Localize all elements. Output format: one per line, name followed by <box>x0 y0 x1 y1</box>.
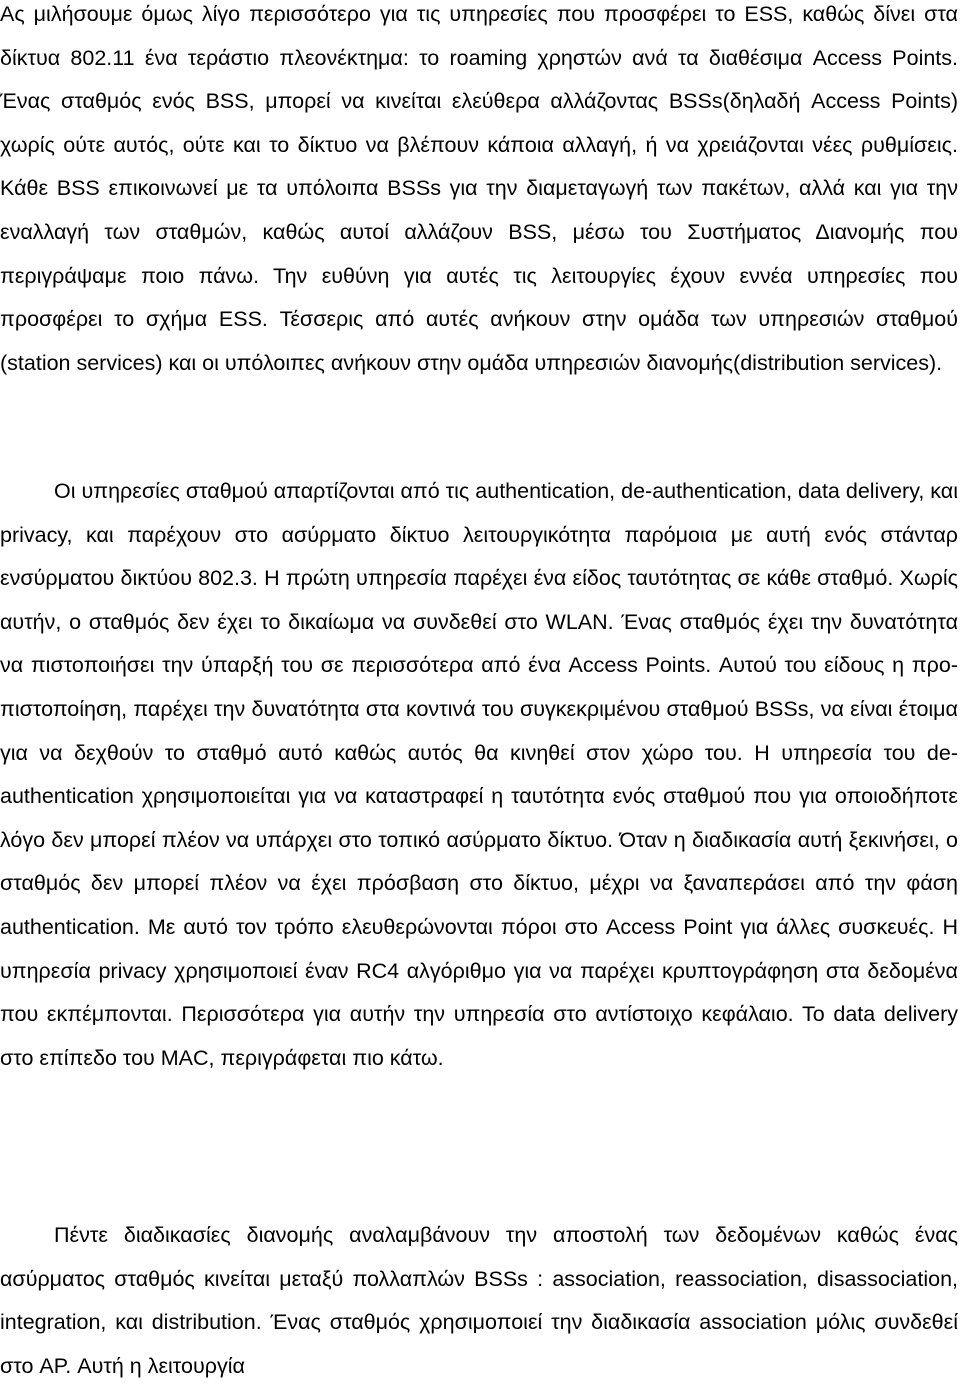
paragraph-ess-services: Ας μιλήσουμε όμως λίγο περισσότερο για τις υπηρεσίες που προσφέρει το ESS, καθώς δίνει στα δίκτυα 802.11 ένα τεράστιο πλεονέκτημα: το roaming χρηστών ανά τα διαθέσιμα Access Points. Ένας σταθμός ενός BSS, μπορεί να κινείται ελεύθερα αλλάζοντας BSSs(δηλαδή Access Points) χωρίς ούτε αυτός, ούτε και το δίκτυο να βλέπουν κάποια αλλαγή, ή να χρειάζονται νέες ρυθμίσεις. Κάθε BSS επικοινωνεί με τα υπόλοιπα BSSs για την διαμεταγωγή των πακέτων, αλλά και για την εναλλαγή των σταθμών, καθώς αυτοί αλλάζουν BSS, μέσω του Συστήματος Διανομής που περιγράψαμε ποιο πάνω. Την ευθύνη για αυτές τις λειτουργίες έχουν εννέα υπηρεσίες που προσφέρει το σχήμα ESS. Τέσσερις από αυτές ανήκουν στην ομάδα των υπηρεσιών σταθμού (station services) και οι υπόλοιπες ανήκουν στην ομάδα υπηρεσιών διανομής(distribution services). <box>0 2 958 375</box>
paragraph-distribution-services: Πέντε διαδικασίες διανομής αναλαμβάνουν την αποστολή των δεδομένων καθώς ένας ασύρματος σταθμός κινείται μεταξύ πολλαπλών BSSs : association, reassociation, disassociation, integration, και distribution. Ένας σταθμός χρησιμοποιεί την διαδικασία association μόλις συνδεθεί στο AP. Αυτή η λειτουργία <box>0 1223 958 1378</box>
paragraph-station-services: Οι υπηρεσίες σταθμού απαρτίζονται από τις authentication, de-authentication, data delivery, και privacy, και παρέχουν στο ασύρματο δίκτυο λειτουργικότητα παρόμοια με αυτή ενός στάνταρ ενσύρματου δικτύου 802.3. Η πρώτη υπηρεσία παρέχει ένα είδος ταυτότητας σε κάθε σταθμό. Χωρίς αυτήν, ο σταθμός δεν έχει το δικαίωμα να συνδεθεί στο WLAN. Ένας σταθμός έχει την δυνατότητα να πιστοποιήσει την ύπαρξή του σε περισσότερα από ένα Access Points. Αυτού του είδους η προ-πιστοποίηση, παρέχει την δυνατότητα στα κοντινά του συγκεκριμένου σταθμού BSSs, να είναι έτοιμα για να δεχθούν το σταθμό αυτό καθώς αυτός θα κινηθεί στον χώρο του. Η υπηρεσία του de-authentication χρησιμοποιείται για να καταστραφεί η ταυτότητα ενός σταθμού που για οποιοδήποτε λόγο δεν μπορεί πλέον να υπάρχει στο τοπικό ασύρματο δίκτυο. Όταν η διαδικασία αυτή ξεκινήσει, ο σταθμός δεν μπορεί πλέον να έχει πρόσβαση στο δίκτυο, μέχρι να ξαναπεράσει από την φάση authentication. Με αυτό τον τρόπο ελευθερώνονται πόροι στο Access Point για άλλες συσκευές. Η υπηρεσία privacy χρησιμοποιεί έναν RC4 αλγόριθμο για να παρέχει κρυπτογράφηση στα δεδομένα που εκπέμπονται. Περισσότερα για αυτήν την υπηρεσία στο αντίστοιχο κεφάλαιο. Το data delivery στο επίπεδο του MAC, περιγράφεται πιο κάτω. <box>0 479 958 1070</box>
